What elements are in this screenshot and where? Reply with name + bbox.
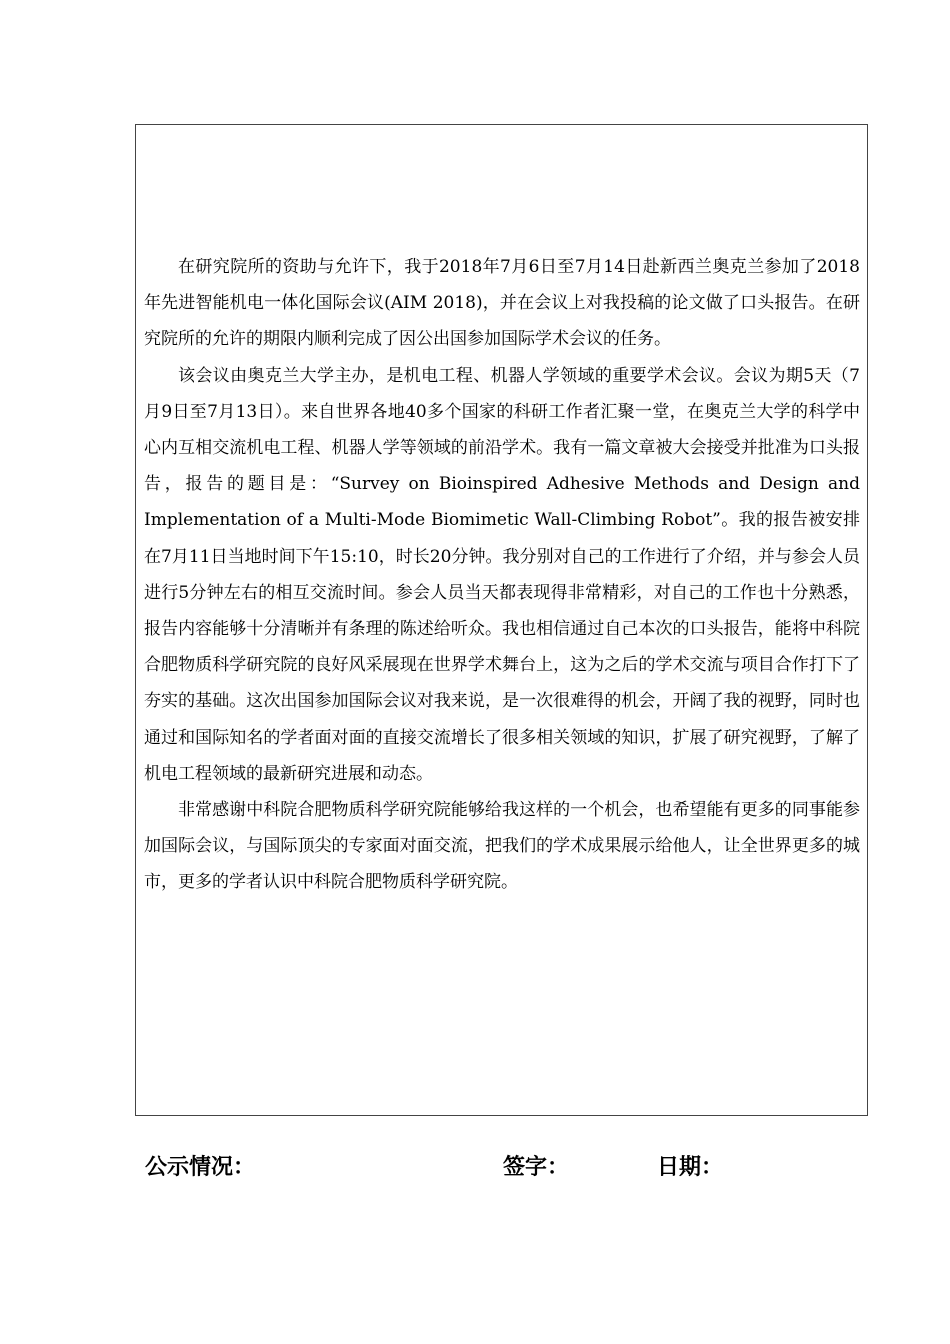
publicity-label: 公示情况： [145, 1155, 256, 1180]
paragraph-conference: 该会议由奥克兰大学主办，是机电工程、机器人学领域的重要学术会议。会议为期5天（7月9日至7月13日）。来自世界各地40多个国家的科研工作者汇聚一堂，在奥克兰大学的科学中心内互相交流机电工程、机器人学等领域的前沿学术。我有一篇文章被大会接受并批准为口头报告，报告的题目是：“Survey on Bioinspired Adhesive Methods and Design and Implementation of a Multi-Mode Biomimetic Wall-Climbing Robot”。我的报告被安排在7月11日当地时间下午15:10，时长20分钟。我分别对自己的工作进行了介绍，并与参会人员进行5分钟左右的相互交流时间。参会人员当天都表现得非常精彩，对自己的工作也十分熟悉，报告内容能够十分清晰并有条理的陈述给听众。我也相信通过自己本次的口头报告，能将中科院合肥物质科学研究院的良好风采展现在世界学术舞台上，这为之后的学术交流与项目合作打下了夯实的基础。这次出国参加国际会议对我来说，是一次很难得的机会，开阔了我的视野，同时也通过和国际知名的学者面对面的直接交流增长了很多相关领域的知识，扩展了研究视野，了解了机电工程领域的最新研究进展和动态。 [144, 365, 860, 784]
footer [0, 1150, 950, 1190]
paragraph-thanks: 非常感谢中科院合肥物质科学研究院能够给我这样的一个机会，也希望能有更多的同事能参加国际会议，与国际顶尖的专家面对面交流，把我们的学术成果展示给他人，让全世界更多的城市，更多的学者认识中科院合肥物质科学研究院。 [144, 800, 860, 893]
signature-label: 签字： [503, 1155, 570, 1180]
report-body [144, 249, 860, 901]
paragraph-funding: 在研究院所的资助与允许下，我于2018年7月6日至7月14日赴新西兰奥克兰参加了2018年先进智能机电一体化国际会议(AIM 2018)，并在会议上对我投稿的论文做了口头报告。在研究院所的允许的期限内顺利完成了因公出国参加国际学术会议的任务。 [144, 257, 860, 350]
date-label: 日期： [657, 1155, 724, 1180]
report-box [135, 124, 868, 1116]
